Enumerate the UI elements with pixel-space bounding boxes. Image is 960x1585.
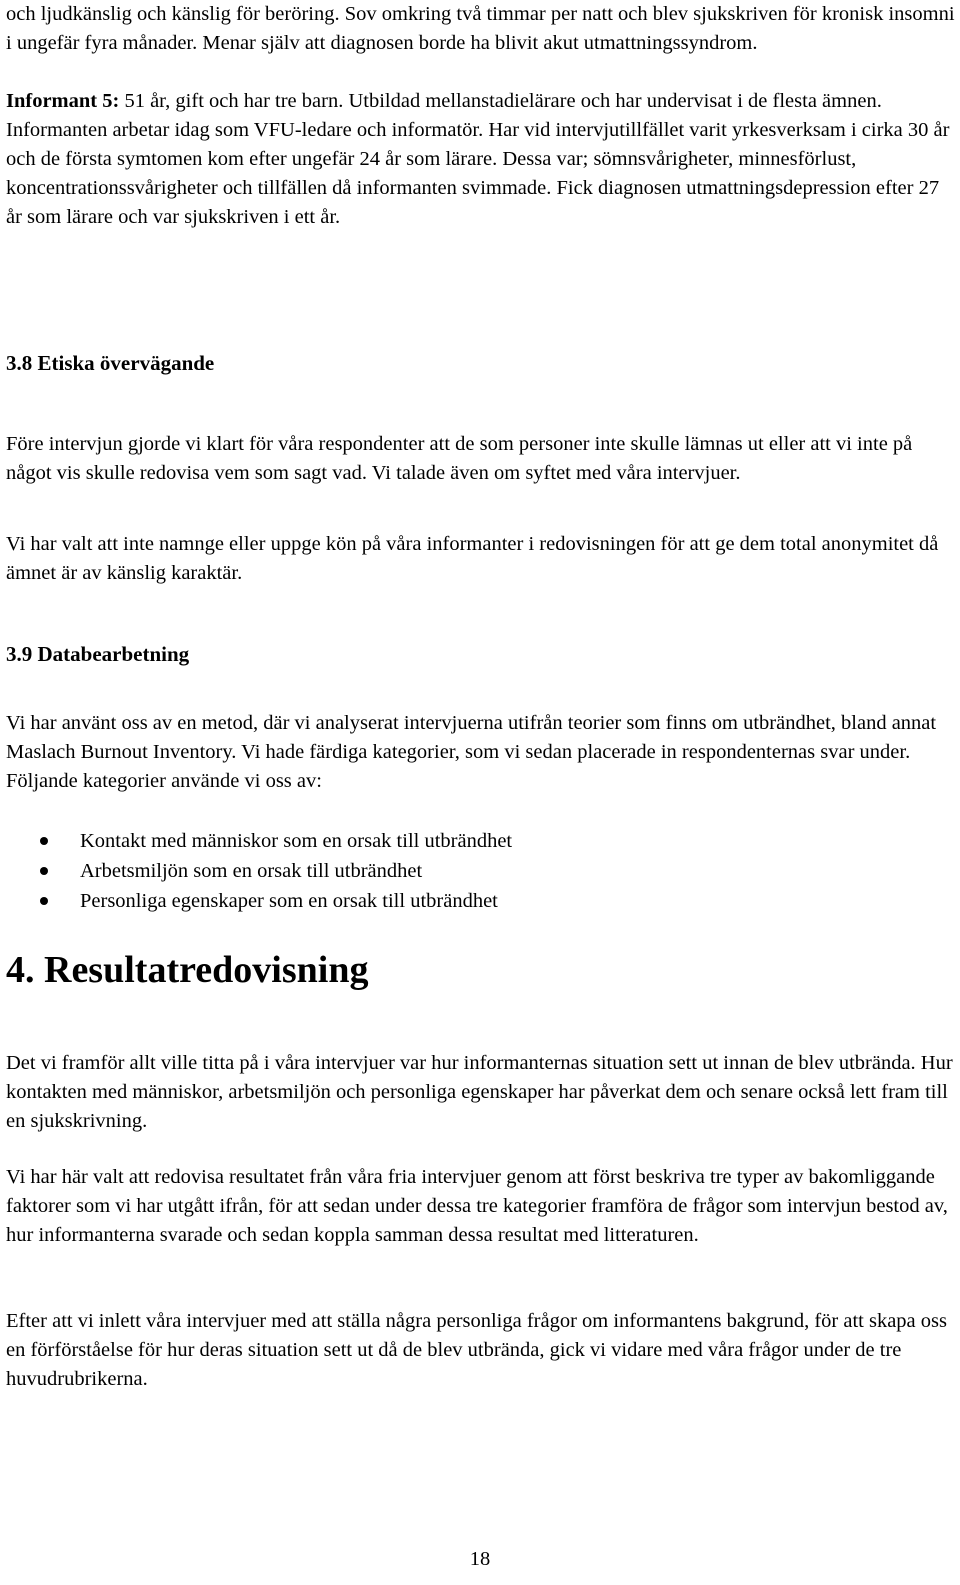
list-item-text: Arbetsmiljön som en orsak till utbrändhet bbox=[80, 860, 423, 882]
paragraph-intro-text: och ljudkänslig och känslig för beröring. Sov omkring två timmar per natt och blev sjukskriven för kronisk insomni i ungefär fyra månader. Menar själv att diagnosen borde ha blivit akut utmattningssyndrom. bbox=[6, 3, 955, 54]
list-item bbox=[0, 856, 950, 886]
section-3-8-paragraph-2: Vi har valt att inte namnge eller uppge kön på våra informanter i redovisningen för att ge dem total anonymitet då ämnet är av känslig karaktär. bbox=[6, 533, 939, 584]
informant-5-label: Informant 5: bbox=[6, 90, 120, 112]
section-3-8-heading: 3.8 Etiska övervägande bbox=[6, 351, 215, 375]
list-item bbox=[0, 826, 950, 856]
section-4-paragraph-1: Det vi framför allt ville titta på i våra intervjuer var hur informanternas situation sett ut innan de blev utbrända. Hur kontakten med människor, arbetsmiljön och personliga egenskaper har påverkat dem och senare också lett fram till en sjukskrivning. bbox=[6, 1052, 953, 1132]
bullet-icon bbox=[40, 837, 48, 845]
section-4-paragraph-2: Vi har här valt att redovisa resultatet från våra fria intervjuer genom att först beskriva tre typer av bakomliggande faktorer som vi har utgått ifrån, för att sedan under dessa tre kategorier framföra de frågor som intervjun bestod av, hur informanterna svarade och sedan koppla samman dessa resultat med litteraturen. bbox=[6, 1166, 948, 1246]
section-4-heading: 4. Resultatredovisning bbox=[6, 949, 369, 991]
section-4-paragraph-3: Efter att vi inlett våra intervjuer med att ställa några personliga frågor om informantens bakgrund, för att skapa oss en förförståelse för hur deras situation sett ut då de blev utbrända, gick vi vidare med våra frågor under de tre huvudrubrikerna. bbox=[6, 1310, 947, 1390]
paragraph-informant-5 bbox=[6, 87, 956, 232]
paragraph-intro bbox=[6, 0, 956, 58]
list-item bbox=[0, 886, 950, 916]
section-3-9-paragraph-1: Vi har använt oss av en metod, där vi analyserat intervjuerna utifrån teorier som finns om utbrändhet, bland annat Maslach Burnout Inventory. Vi hade färdiga kategorier, som vi sedan placerade in respondenternas svar under. Följande kategorier använde vi oss av: bbox=[6, 712, 937, 792]
bullet-icon bbox=[40, 897, 48, 905]
list-item-text: Kontakt med människor som en orsak till utbrändhet bbox=[80, 830, 513, 852]
page-number: 18 bbox=[469, 1548, 491, 1570]
section-3-9-heading: 3.9 Databearbetning bbox=[6, 642, 190, 666]
informant-5-text: 51 år, gift och har tre barn. Utbildad mellanstadielärare och har undervisat i de flesta ämnen. Informanten arbetar idag som VFU-ledare och informatör. Har vid intervjutillfället varit yrkesverksam i cirka 30 år och de första symtomen kom efter ungefär 24 år som lärare. Dessa var; sömnsvårigheter, minnesförlust, koncentrationssvårigheter och tillfällen då informanten svimmade. Fick diagnosen utmattningsdepression efter 27 år som lärare och var sjukskriven i ett år. bbox=[6, 90, 950, 228]
category-list bbox=[0, 826, 950, 916]
section-3-8-paragraph-1: Före intervjun gjorde vi klart för våra respondenter att de som personer inte skulle lämnas ut eller att vi inte på något vis skulle redovisa vem som sagt vad. Vi talade även om syftet med våra intervjuer. bbox=[6, 433, 913, 484]
bullet-icon bbox=[40, 867, 48, 875]
list-item-text: Personliga egenskaper som en orsak till utbrändhet bbox=[80, 890, 498, 912]
